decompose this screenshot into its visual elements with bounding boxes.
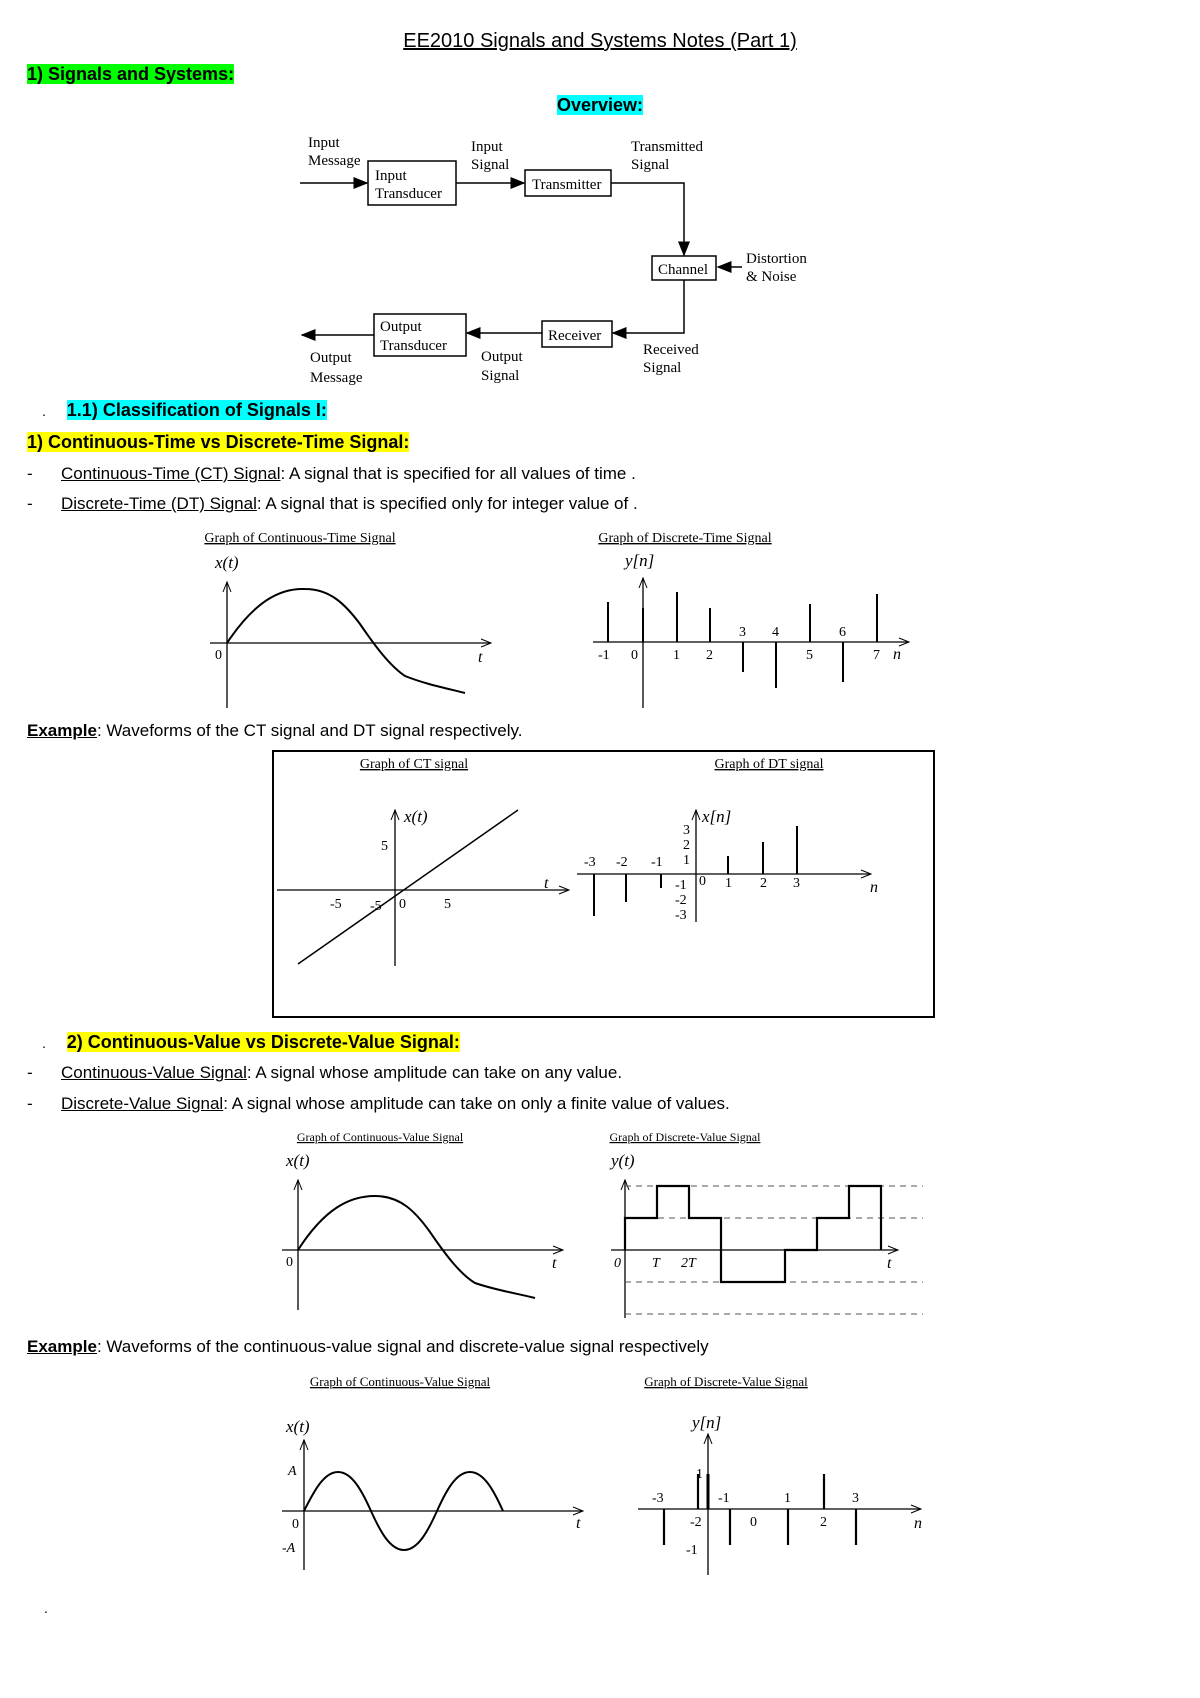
dv-def: : A signal whose amplitude can take on only a finite value of values. — [223, 1094, 730, 1113]
cv-x-label: t — [552, 1255, 557, 1272]
ex2-dv-tick: -1 — [686, 1543, 698, 1558]
ex1-dt-tick: -3 — [675, 908, 687, 923]
dv-signal-graph — [605, 1126, 930, 1326]
cv-def: : A signal whose amplitude can take on any value. — [246, 1063, 623, 1082]
ex1-ct-tick: -5 — [330, 897, 342, 912]
ex1-dt-tick: 0 — [699, 874, 706, 889]
example2-caption — [27, 1337, 709, 1357]
ct-definition — [27, 464, 636, 484]
dt-tick-label: 3 — [739, 625, 746, 640]
dv-x-label: t — [887, 1255, 892, 1272]
distortion-label-1: Distortion — [746, 251, 807, 267]
dash-1: - — [27, 464, 33, 483]
dt-term: Discrete-Time (DT) Signal — [61, 494, 257, 513]
ex2-dv-tick: 3 — [852, 1491, 859, 1506]
arrow-received — [613, 280, 684, 333]
trailing-dot: . — [44, 1600, 48, 1616]
subheading-ct-dt-text: 1) Continuous-Time vs Discrete-Time Signal: — [27, 432, 410, 452]
example1-text: : Waveforms of the CT signal and DT signal respectively. — [96, 721, 523, 740]
dv-definition — [27, 1094, 730, 1114]
ex2-cv-graph — [270, 1370, 590, 1580]
transmitter-label: Transmitter — [532, 177, 602, 193]
dv-tick: T — [652, 1256, 660, 1271]
ex1-ct-ylabel: x(t) — [404, 807, 428, 826]
example2-label: Example — [27, 1337, 97, 1356]
arrow-transmitted — [611, 183, 684, 255]
dt-tick-label: -1 — [598, 648, 610, 663]
page-title: EE2010 Signals and Systems Notes (Part 1) — [403, 30, 797, 52]
cv-signal-graph — [270, 1126, 570, 1316]
dash-2: - — [27, 494, 33, 513]
ct-term: Continuous-Time (CT) Signal — [61, 464, 281, 483]
cv-graph-title: Graph of Continuous-Value Signal — [296, 1130, 464, 1144]
subheading-cv-dv-text: 2) Continuous-Value vs Discrete-Value Signal: — [66, 1032, 460, 1052]
ex2-cv-tick: -A — [282, 1541, 296, 1556]
dt-definition — [27, 494, 638, 514]
ex2-cv-title: Graph of Continuous-Value Signal — [309, 1374, 491, 1389]
section-heading-signals-systems — [27, 64, 234, 85]
dt-tick-label: 4 — [772, 625, 779, 640]
dt-tick-label: 2 — [706, 648, 713, 663]
ex2-dv-graph — [630, 1370, 930, 1585]
dv-graph-title: Graph of Discrete-Value Signal — [609, 1130, 761, 1144]
dash-4: - — [27, 1094, 33, 1113]
dv-tick: 0 — [614, 1256, 621, 1271]
input-message-label-2: Message — [308, 153, 361, 169]
ct-origin-label: 0 — [215, 648, 222, 663]
dv-graph-ylabel: y(t) — [611, 1151, 635, 1170]
ex2-dv-tick: 1 — [784, 1491, 791, 1506]
dt-x-label: n — [893, 646, 901, 663]
dt-graph-title: Graph of Discrete-Time Signal — [598, 531, 772, 546]
example2-text: : Waveforms of the continuous-value signal and discrete-value signal respectively — [96, 1337, 709, 1356]
dt-tick-label: 6 — [839, 625, 846, 640]
dt-graph-ylabel: y[n] — [625, 551, 655, 570]
ex2-dv-tick: 2 — [820, 1515, 827, 1530]
distortion-label-2: & Noise — [746, 269, 797, 285]
classification-heading-text: 1.1) Classification of Signals I: — [66, 400, 327, 420]
ex2-cv-xlabel: t — [576, 1515, 581, 1532]
ex1-dt-tick: 2 — [760, 876, 767, 891]
dv-tick: 2T — [681, 1256, 696, 1271]
cv-origin: 0 — [286, 1255, 293, 1270]
ex1-dt-tick: -2 — [675, 893, 687, 908]
example1-caption — [27, 721, 522, 741]
cv-graph-ylabel: x(t) — [286, 1151, 310, 1170]
ex1-dt-tick: -2 — [616, 855, 628, 870]
section-heading-classification — [42, 400, 327, 421]
ex1-dt-ylabel: x[n] — [702, 807, 732, 826]
ex2-dv-ylabel: y[n] — [692, 1413, 722, 1432]
example1-figure — [274, 752, 933, 1016]
dv-term: Discrete-Value Signal — [61, 1094, 224, 1113]
ex1-ct-tick: -5 — [370, 899, 382, 914]
cv-signal-curve — [298, 1196, 535, 1298]
ex2-cv-ylabel: x(t) — [286, 1417, 310, 1436]
ex1-dt-tick: -1 — [675, 878, 687, 893]
section-heading-text: 1) Signals and Systems: — [27, 64, 235, 84]
dt-tick-label: 5 — [806, 648, 813, 663]
ex2-dv-tick: -2 — [690, 1515, 702, 1530]
ex2-dv-tick: -1 — [718, 1491, 730, 1506]
dt-tick-label: 1 — [673, 648, 680, 663]
ex2-dv-tick: 0 — [750, 1515, 757, 1530]
subheading-cv-vs-dv — [42, 1032, 460, 1053]
example1-label: Example — [27, 721, 97, 740]
dash-3: - — [27, 1063, 33, 1082]
ct-graph-title: Graph of Continuous-Time Signal — [204, 531, 396, 546]
ex2-dv-tick: -3 — [652, 1491, 664, 1506]
dt-def: : A signal that is specified only for integer value of . — [256, 494, 638, 513]
ex1-ct-title: Graph of CT signal — [359, 757, 469, 772]
ex1-ct-tick: 5 — [444, 897, 451, 912]
output-transducer-label-2: Transducer — [380, 338, 447, 354]
ex1-dt-xlabel: n — [870, 879, 878, 896]
ex1-ct-tick: 5 — [381, 839, 388, 854]
input-message-label-1: Input — [308, 135, 340, 151]
ex1-dt-tick: 2 — [683, 838, 690, 853]
ex1-dt-tick: 1 — [725, 876, 732, 891]
ct-signal-graph — [195, 526, 515, 716]
overview-heading — [0, 95, 1200, 116]
input-transducer-label-1: Input — [375, 168, 407, 184]
ex1-dt-tick: 1 — [683, 853, 690, 868]
dt-tick-label: 7 — [873, 648, 880, 663]
received-signal-label-2: Signal — [643, 360, 682, 376]
ct-x-label: t — [478, 649, 483, 666]
output-message-label-1: Output — [310, 350, 352, 366]
overview-text: Overview: — [556, 95, 644, 115]
ex1-dt-tick: -3 — [584, 855, 596, 870]
ex1-dt-tick: -1 — [651, 855, 663, 870]
ex2-cv-tick: A — [288, 1464, 297, 1479]
ex1-ct-tick: 0 — [399, 897, 406, 912]
dv-signal-step — [625, 1186, 881, 1282]
cv-term: Continuous-Value Signal — [61, 1063, 247, 1082]
ex1-dt-title: Graph of DT signal — [714, 757, 824, 772]
example1-figure-box — [272, 750, 935, 1018]
subheading-ct-vs-dt — [27, 432, 409, 453]
output-message-label-2: Message — [310, 370, 363, 386]
ex1-dt-tick: 3 — [793, 876, 800, 891]
dt-signal-graph — [585, 526, 915, 716]
input-signal-label-2: Signal — [471, 157, 510, 173]
ct-graph-ylabel: x(t) — [215, 553, 239, 572]
ex1-ct-xlabel: t — [544, 875, 549, 892]
input-signal-label-1: Input — [471, 139, 503, 155]
channel-label: Channel — [658, 262, 708, 278]
received-signal-label-1: Received — [643, 342, 699, 358]
ex2-dv-title: Graph of Discrete-Value Signal — [644, 1374, 808, 1389]
ex1-ct-line — [298, 810, 518, 964]
output-signal-label-2: Signal — [481, 368, 520, 384]
transmitted-signal-label-2: Signal — [631, 157, 670, 173]
ex1-dt-tick: 3 — [683, 823, 690, 838]
ex2-cv-tick: 0 — [292, 1517, 299, 1532]
transmitted-signal-label-1: Transmitted — [631, 139, 703, 155]
bullet-dot: . — [42, 1035, 46, 1051]
receiver-label: Receiver — [548, 328, 602, 344]
ct-signal-curve — [227, 589, 465, 693]
ct-def: : A signal that is specified for all values of time . — [280, 464, 636, 483]
ex2-dv-tick: 1 — [696, 1467, 703, 1482]
dt-tick-label: 0 — [631, 648, 638, 663]
input-transducer-label-2: Transducer — [375, 186, 442, 202]
ex2-dv-xlabel: n — [914, 1515, 922, 1532]
output-signal-label-1: Output — [481, 349, 523, 365]
bullet-dot: . — [42, 403, 46, 419]
cv-definition — [27, 1063, 622, 1083]
output-transducer-label-1: Output — [380, 319, 422, 335]
communication-block-diagram — [300, 128, 900, 418]
